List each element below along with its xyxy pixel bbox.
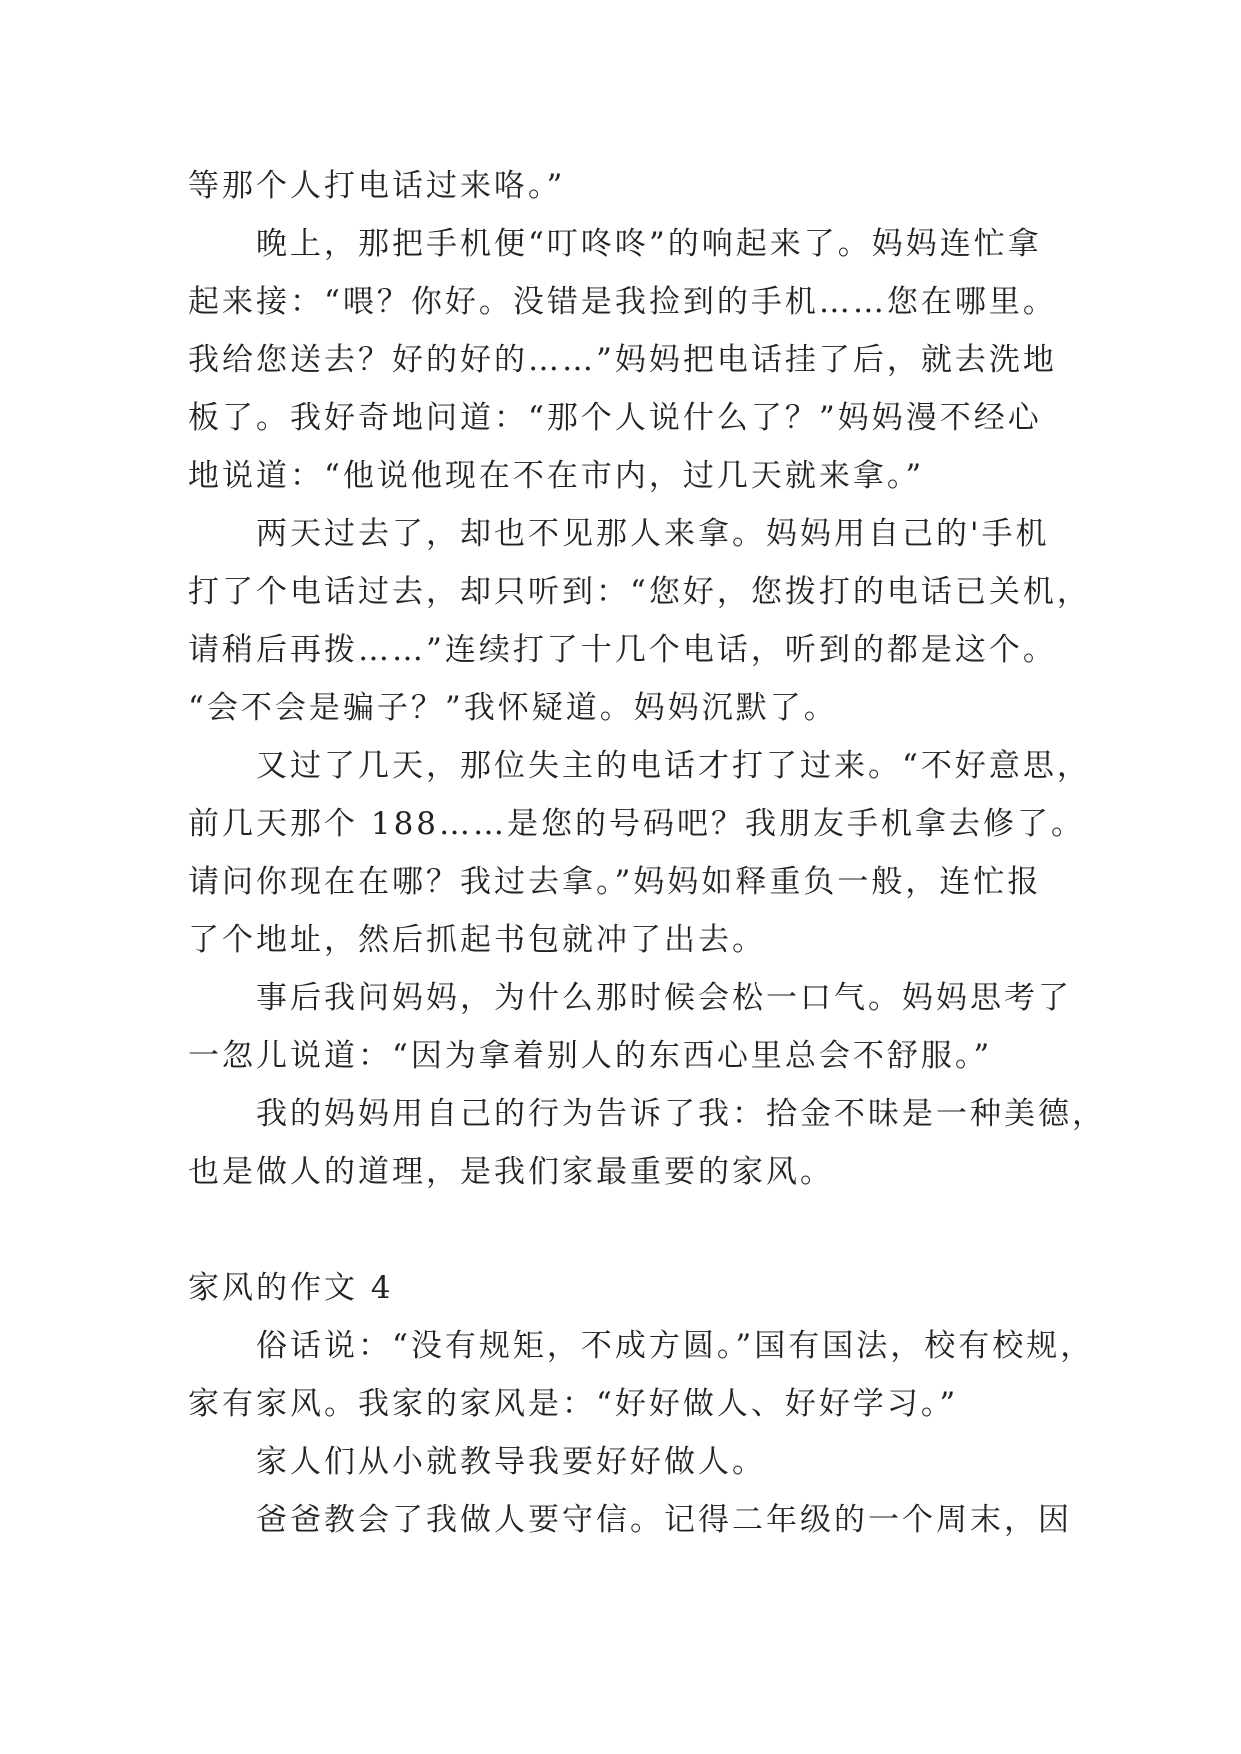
- text-line: 地说道：“他说他现在不在市内，过几天就来拿。”: [188, 458, 925, 494]
- text-line: 打了个电话过去，却只听到：“您好，您拨打的电话已关机，: [188, 574, 1091, 610]
- text-line: 起来接：“喂？你好。没错是我捡到的手机……您在哪里。: [188, 284, 1057, 320]
- text-line: 家有家风。我家的家风是：“好好做人、好好学习。”: [188, 1386, 959, 1422]
- text-line: 爸爸教会了我做人要守信。记得二年级的一个周末，因: [256, 1502, 1072, 1538]
- text-line: 两天过去了，却也不见那人来拿。妈妈用自己的'手机: [256, 516, 1050, 552]
- text-line: 等那个人打电话过来咯。”: [188, 168, 566, 204]
- text-line: 俗话说：“没有规矩，不成方圆。”国有国法，校有校规，: [256, 1328, 1095, 1364]
- text-line: 家人们从小就教导我要好好做人。: [256, 1444, 766, 1480]
- text-line: 我给您送去？好的好的……”妈妈把电话挂了后，就去洗地: [188, 342, 1057, 378]
- section-heading: 家风的作文 4: [188, 1270, 394, 1306]
- text-line: 前几天那个 188……是您的号码吧？我朋友手机拿去修了。: [188, 806, 1086, 842]
- text-line: “会不会是骗子？”我怀疑道。妈妈沉默了。: [188, 690, 838, 726]
- text-line: 也是做人的道理，是我们家最重要的家风。: [188, 1154, 834, 1190]
- text-line: 了个地址，然后抓起书包就冲了出去。: [188, 922, 766, 958]
- text-line: 请稍后再拨……”连续打了十几个电话，听到的都是这个。: [188, 632, 1057, 668]
- text-line: 晚上，那把手机便“叮咚咚”的响起来了。妈妈连忙拿: [256, 226, 1042, 262]
- text-line: 一忽儿说道：“因为拿着别人的东西心里总会不舒服。”: [188, 1038, 993, 1074]
- text-line: 又过了几天，那位失主的电话才打了过来。“不好意思，: [256, 748, 1091, 784]
- text-line: 我的妈妈用自己的行为告诉了我：拾金不昧是一种美德，: [256, 1096, 1106, 1132]
- text-line: 板了。我好奇地问道：“那个人说什么了？”妈妈漫不经心: [188, 400, 1042, 436]
- text-line: 事后我问妈妈，为什么那时候会松一口气。妈妈思考了: [256, 980, 1072, 1016]
- text-line: 请问你现在在哪？我过去拿。”妈妈如释重负一般，连忙报: [188, 864, 1042, 900]
